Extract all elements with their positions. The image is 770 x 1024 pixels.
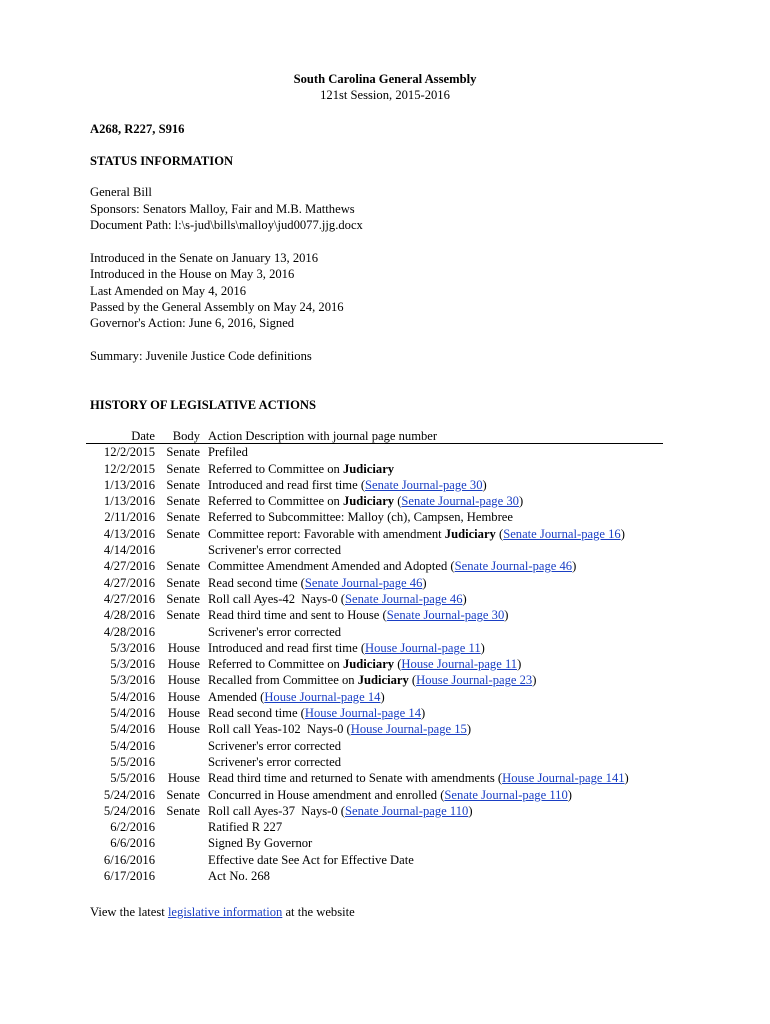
- table-row: [86, 754, 663, 770]
- row-action: [200, 509, 513, 525]
- action-text: Scrivener's error corrected: [208, 543, 342, 558]
- row-body: [155, 754, 200, 770]
- table-row: [86, 591, 663, 607]
- journal-link[interactable]: Senate Journal-page 30: [365, 477, 483, 492]
- row-date: 5/5/2016: [110, 754, 155, 769]
- action-text: Introduced and read first time (: [208, 640, 366, 655]
- row-body: Senate: [166, 787, 200, 802]
- action-text: Signed By Governor: [208, 836, 313, 851]
- journal-link[interactable]: Senate Journal-page 30: [386, 608, 505, 623]
- row-body: Senate: [166, 494, 200, 509]
- action-text: Referred to Committee on: [208, 461, 343, 476]
- column-header-action: Action Description with journal page number: [208, 429, 438, 443]
- row-body: House: [167, 673, 200, 688]
- action-text-after: (: [408, 673, 417, 688]
- table-row: [86, 542, 663, 558]
- row-date: 1/13/2016: [103, 494, 155, 509]
- row-action: [200, 591, 467, 607]
- history-table: [86, 428, 663, 884]
- table-row: [86, 656, 663, 672]
- action-text-tail: ): [480, 640, 485, 655]
- row-date: 12/2/2015: [103, 445, 155, 460]
- row-action: [200, 819, 282, 835]
- row-date: 4/14/2016: [103, 543, 155, 558]
- committee-name: Judiciary: [343, 657, 395, 672]
- row-action: [200, 542, 341, 558]
- action-text: Referred to Subcommittee: Malloy (ch), Campsen, Hembree: [208, 510, 513, 525]
- table-row: [86, 461, 663, 477]
- row-body: Senate: [166, 575, 200, 590]
- row-body: Senate: [166, 608, 200, 623]
- action-text: Referred to Committee on: [208, 494, 343, 509]
- row-action: [200, 607, 508, 623]
- action-text-tail: ): [572, 559, 577, 574]
- row-body: [155, 738, 200, 754]
- table-row: [86, 868, 663, 884]
- table-row: [86, 575, 663, 591]
- action-text: Roll call Ayes-42 Nays-0 (: [208, 591, 345, 606]
- journal-link[interactable]: Senate Journal-page 110: [345, 803, 469, 818]
- row-action: [200, 852, 414, 868]
- introduced-house: Introduced in the House on May 3, 2016: [90, 267, 295, 281]
- row-date: 5/5/2016: [110, 771, 155, 786]
- action-text-after: (: [394, 657, 402, 672]
- row-date: 4/27/2016: [103, 575, 155, 590]
- action-text: Referred to Committee on: [208, 657, 343, 672]
- row-date: 4/28/2016: [103, 608, 155, 623]
- row-date: 4/27/2016: [103, 591, 155, 606]
- table-row: [86, 787, 663, 803]
- action-text-tail: ): [421, 706, 426, 721]
- action-text-tail: ): [422, 575, 427, 590]
- committee-name: Judiciary: [444, 526, 496, 541]
- footer-text-before: View the latest: [90, 905, 168, 919]
- committee-name: Judiciary: [357, 673, 409, 688]
- action-text-after: (: [495, 526, 504, 541]
- row-action: [200, 493, 523, 509]
- journal-link[interactable]: Senate Journal-page 110: [444, 787, 568, 802]
- footer-note: [90, 904, 355, 920]
- action-text: Read third time and returned to Senate with amendments (: [208, 771, 503, 786]
- row-date: 2/11/2016: [104, 510, 155, 525]
- table-row: [86, 607, 663, 623]
- row-body: House: [167, 771, 200, 786]
- journal-link[interactable]: House Journal-page 14: [264, 689, 381, 704]
- action-text-tail: ): [466, 722, 472, 737]
- action-text: Read second time (: [208, 706, 305, 721]
- row-body: Senate: [166, 461, 200, 476]
- row-body: [155, 819, 200, 835]
- action-text-tail: ): [468, 803, 473, 818]
- table-row: [86, 705, 663, 721]
- table-row: [86, 721, 663, 737]
- row-date: 12/2/2015: [103, 461, 155, 476]
- row-action: [200, 705, 425, 721]
- action-text: Scrivener's error corrected: [208, 754, 342, 769]
- table-row: [86, 558, 663, 574]
- action-text: Amended (: [208, 689, 265, 704]
- row-body: Senate: [166, 477, 200, 492]
- row-body: Senate: [166, 510, 200, 525]
- action-text: Recalled from Committee on: [208, 673, 358, 688]
- bill-identifiers: A268, R227, S916: [90, 122, 185, 136]
- table-row: [86, 444, 663, 460]
- action-text: Scrivener's error corrected: [208, 624, 342, 639]
- row-action: [200, 624, 341, 640]
- action-text-tail: ): [482, 477, 487, 492]
- action-text-tail: ): [518, 494, 524, 509]
- row-date: 5/3/2016: [110, 673, 155, 688]
- table-row: [86, 689, 663, 705]
- action-text: Effective date See Act for Effective Date: [208, 852, 414, 867]
- row-body: [155, 624, 200, 640]
- row-action: [200, 803, 473, 819]
- column-header-body: Body: [172, 429, 200, 443]
- row-date: 5/24/2016: [103, 803, 155, 818]
- row-action: [200, 672, 536, 688]
- table-row: [86, 640, 663, 656]
- row-body: House: [167, 640, 200, 655]
- governor-action: Governor's Action: June 6, 2016, Signed: [90, 316, 295, 330]
- row-body: [155, 868, 200, 884]
- table-row: [86, 803, 663, 819]
- history-table-header: [86, 428, 663, 444]
- row-date: 5/3/2016: [110, 657, 155, 672]
- row-action: [200, 640, 485, 656]
- journal-link[interactable]: House Journal-page 23: [416, 673, 533, 688]
- document-path: Document Path: l:\s-jud\bills\malloy\jud0077.jjg.docx: [90, 218, 363, 232]
- action-text-tail: ): [532, 673, 537, 688]
- row-body: [155, 835, 200, 851]
- row-body: House: [167, 706, 200, 721]
- journal-link[interactable]: House Journal-page 11: [365, 640, 481, 655]
- row-action: [200, 689, 385, 705]
- table-row: [86, 672, 663, 688]
- row-date: 6/16/2016: [103, 852, 155, 867]
- journal-link[interactable]: House Journal-page 141: [502, 771, 625, 786]
- row-action: [200, 656, 521, 672]
- session-subtitle: 121st Session, 2015-2016: [320, 88, 450, 102]
- row-action: [200, 477, 487, 493]
- status-heading: STATUS INFORMATION: [90, 154, 234, 168]
- legislative-information-link[interactable]: legislative information: [167, 905, 283, 919]
- committee-name: Judiciary: [343, 461, 395, 476]
- action-text: Introduced and read first time (: [208, 477, 366, 492]
- sponsors: Sponsors: Senators Malloy, Fair and M.B. Matthews: [90, 202, 355, 216]
- row-date: 1/13/2016: [103, 477, 155, 492]
- table-row: [86, 770, 663, 786]
- passed-assembly: Passed by the General Assembly on May 24, 2016: [90, 300, 344, 314]
- row-date: 6/17/2016: [103, 869, 155, 884]
- row-action: [200, 575, 427, 591]
- journal-link[interactable]: House Journal-page 11: [401, 657, 518, 672]
- table-row: [86, 835, 663, 851]
- action-text: Concurred in House amendment and enrolled (: [208, 787, 445, 802]
- row-action: [200, 754, 341, 770]
- table-row: [86, 852, 663, 868]
- history-rows: [86, 444, 663, 884]
- action-text: Roll call Yeas-102 Nays-0 (: [208, 722, 351, 737]
- row-date: 5/4/2016: [110, 706, 155, 721]
- journal-link[interactable]: Senate Journal-page 46: [304, 575, 423, 590]
- action-text-tail: ): [624, 771, 629, 786]
- journal-link[interactable]: Senate Journal-page 16: [503, 526, 621, 541]
- summary: Summary: Juvenile Justice Code definitions: [90, 349, 312, 363]
- row-action: [200, 868, 270, 884]
- row-date: 5/4/2016: [110, 722, 155, 737]
- row-date: 4/27/2016: [103, 559, 155, 574]
- row-date: 5/24/2016: [103, 787, 155, 802]
- row-body: Senate: [166, 445, 200, 460]
- row-date: 5/3/2016: [110, 640, 155, 655]
- table-row: [86, 493, 663, 509]
- row-date: 4/28/2016: [103, 624, 155, 639]
- committee-name: Judiciary: [343, 494, 395, 509]
- action-text: Committee Amendment Amended and Adopted (: [208, 559, 455, 574]
- action-text: Roll call Ayes-37 Nays-0 (: [208, 803, 345, 818]
- assembly-title: South Carolina General Assembly: [293, 72, 477, 86]
- bill-type: General Bill: [90, 185, 152, 199]
- action-text: Read second time (: [208, 575, 305, 590]
- row-body: [155, 542, 200, 558]
- action-text: Ratified R 227: [208, 820, 283, 835]
- row-date: 4/13/2016: [103, 526, 155, 541]
- row-date: 6/2/2016: [110, 820, 155, 835]
- action-text: Prefiled: [208, 445, 248, 460]
- journal-link[interactable]: House Journal-page 15: [350, 722, 467, 737]
- row-action: [200, 461, 394, 477]
- row-body: Senate: [166, 591, 200, 606]
- last-amended: Last Amended on May 4, 2016: [90, 284, 247, 298]
- action-text: Act No. 268: [208, 869, 270, 884]
- row-body: House: [167, 657, 200, 672]
- row-body: Senate: [166, 526, 200, 541]
- table-row: [86, 477, 663, 493]
- row-action: [200, 526, 625, 542]
- table-row: [86, 509, 663, 525]
- history-heading: HISTORY OF LEGISLATIVE ACTIONS: [90, 398, 316, 412]
- row-action: [200, 835, 312, 851]
- introduced-senate: Introduced in the Senate on January 13, 2016: [90, 251, 319, 265]
- row-date: 5/4/2016: [110, 689, 155, 704]
- journal-link[interactable]: Senate Journal-page 46: [454, 559, 573, 574]
- row-action: [200, 558, 576, 574]
- table-row: [86, 624, 663, 640]
- row-date: 5/4/2016: [110, 738, 155, 753]
- table-row: [86, 738, 663, 754]
- journal-link[interactable]: House Journal-page 14: [304, 706, 421, 721]
- row-action: [200, 721, 471, 737]
- table-row: [86, 819, 663, 835]
- action-text: Read third time and sent to House (: [208, 608, 387, 623]
- row-body: [155, 852, 200, 868]
- action-text-tail: ): [504, 608, 509, 623]
- row-action: [200, 738, 341, 754]
- table-row: [86, 526, 663, 542]
- row-body: House: [167, 689, 200, 704]
- row-action: [200, 770, 629, 786]
- row-action: [200, 444, 248, 460]
- row-date: 6/6/2016: [110, 836, 155, 851]
- action-text-after: (: [394, 494, 402, 509]
- row-body: Senate: [166, 559, 200, 574]
- action-text-tail: ): [567, 787, 572, 802]
- footer-text-after: at the website: [282, 905, 355, 919]
- action-text-tail: ): [517, 657, 522, 672]
- row-body: House: [167, 722, 200, 737]
- row-body: Senate: [166, 803, 200, 818]
- action-text: Scrivener's error corrected: [208, 738, 342, 753]
- journal-link[interactable]: Senate Journal-page 30: [401, 494, 519, 509]
- action-text: Committee report: Favorable with amendment: [208, 526, 445, 541]
- column-header-date: Date: [131, 429, 155, 443]
- action-text-tail: ): [620, 526, 625, 541]
- action-text-tail: ): [380, 689, 385, 704]
- journal-link[interactable]: Senate Journal-page 46: [345, 591, 463, 606]
- row-action: [200, 787, 572, 803]
- action-text-tail: ): [462, 591, 467, 606]
